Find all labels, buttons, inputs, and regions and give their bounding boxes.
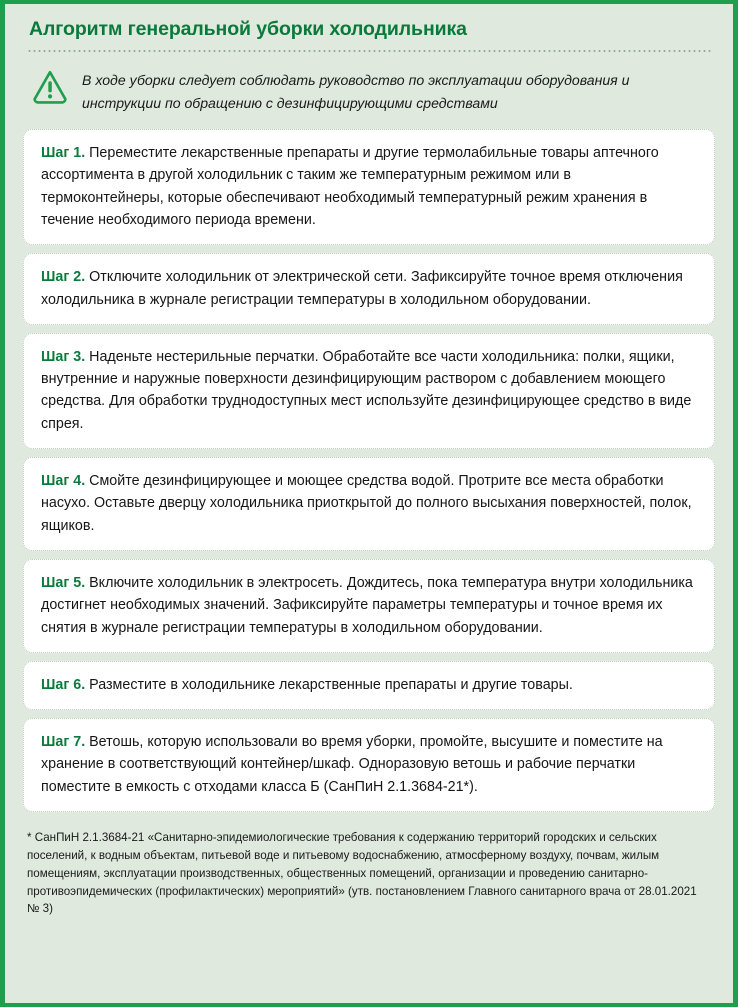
step-body: Переместите лекарственные препараты и другие термолабильные товары аптечного ассортимента в другой холодильник с таким же температурным режимом или в термоконтейнеры, которые обеспечивают необходимый температурный режим хранения в течение необходимого периода времени.	[41, 145, 659, 228]
step-label: Шаг 6.	[41, 676, 86, 693]
step-paragraph	[41, 470, 697, 537]
warning-note-text: В ходе уборки следует соблюдать руководство по эксплуатации оборудования и инструкции по обращению с дезинфицирующими средствами	[82, 72, 630, 112]
step-item	[23, 718, 715, 812]
footnote: * СанПиН 2.1.3684-21 «Санитарно-эпидемиологические требования к содержанию территорий городских и сельских поселений, к водным объектам, питьевой воде и питьевому водоснабжению, атмосферному воздуху, почвам, жилым помещениям, эксплуатации производственных, общественных помещений, организации и проведению санитарно-противоэпидемических (профилактических) мероприятий» (утв. постановлением Главного санитарного врача от 28.01.2021 № 3)	[27, 830, 697, 916]
steps-list	[23, 129, 715, 812]
page-title: Алгоритм генеральной уборки холодильника	[29, 18, 467, 40]
step-label: Шаг 3.	[41, 348, 86, 365]
page-inner	[5, 4, 733, 1003]
step-label: Шаг 4.	[41, 473, 86, 490]
warning-triangle-icon	[31, 69, 69, 105]
step-paragraph	[41, 674, 697, 696]
step-item	[23, 457, 715, 551]
step-paragraph	[41, 142, 697, 231]
step-body: Смойте дезинфицирующее и моющее средства водой. Протрите все места обработки насухо. Оставьте дверцу холодильника приоткрытой до полного высыхания поверхностей, полок, ящиков.	[41, 473, 692, 534]
step-item	[23, 253, 715, 325]
step-body: Наденьте нестерильные перчатки. Обработайте все части холодильника: полки, ящики, внутренние и наружные поверхности дезинфицирующим раствором с добавлением моющего средства. Для обработки труднодоступных мест используйте дезинфицирующее средство в виде спрея.	[41, 348, 692, 432]
step-paragraph	[41, 572, 697, 639]
step-body: Включите холодильник в электросеть. Дождитесь, пока температура внутри холодильника достигнет необходимых значений. Зафиксируйте параметры температуры и точное время их снятия в журнале регистрации температуры в холодильном оборудовании.	[41, 574, 693, 636]
step-paragraph	[41, 731, 697, 798]
step-item	[23, 129, 715, 245]
step-body: Ветошь, которую использовали во время уборки, промойте, высушите и поместите на хранение в соответствующий контейнер/шкаф. Одноразовую ветошь и рабочие перчатки поместите в емкость с отходами класса Б (СанПиН 2.1.3684-21*).	[41, 734, 663, 795]
step-item	[23, 333, 715, 449]
step-body: Разместите в холодильнике лекарственные препараты и другие товары.	[85, 676, 573, 693]
step-label: Шаг 2.	[41, 269, 86, 286]
step-item	[23, 661, 715, 710]
step-label: Шаг 1.	[41, 145, 86, 162]
step-paragraph	[41, 346, 697, 435]
step-body: Отключите холодильник от электрической сети. Зафиксируйте точное время отключения холодильника в журнале регистрации температуры в холодильном оборудовании.	[41, 269, 683, 308]
step-label: Шаг 5.	[41, 574, 86, 591]
step-item	[23, 559, 715, 653]
step-paragraph	[41, 266, 697, 311]
warning-note	[23, 52, 715, 115]
step-label: Шаг 7.	[41, 734, 86, 751]
